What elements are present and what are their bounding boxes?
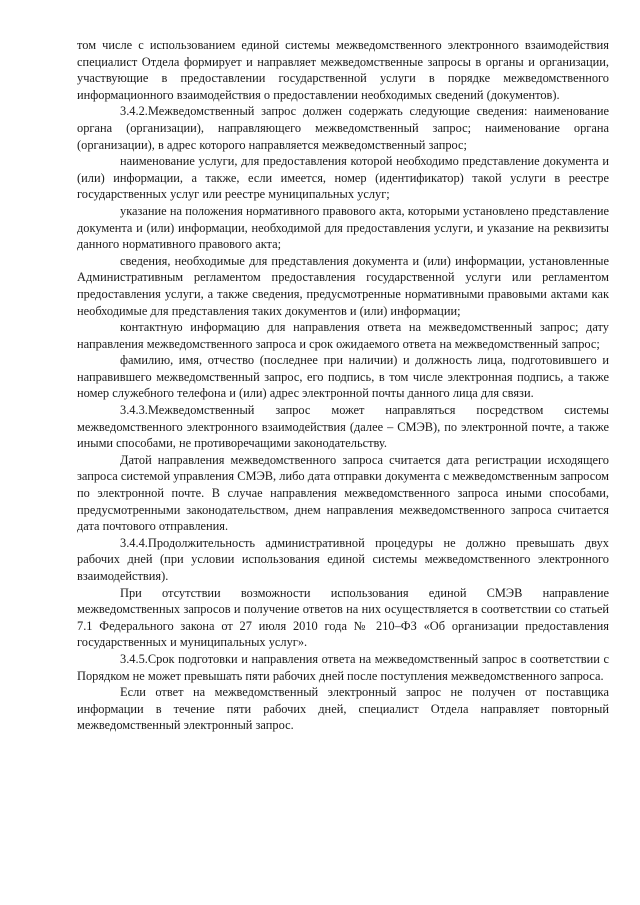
document-page: [77, 37, 609, 734]
paragraph-0: том числе с использованием единой системы межведомственного электронного взаимодействия специалист Отдела формирует и направляет межведомственные запросы в органы и организации, участвующие в предоставлении государственной услуги в порядке межведомственного информационного взаимодействия о предоставлении необходимых сведений (документов).: [77, 38, 609, 102]
paragraph-3: указание на положения нормативного правового акта, которыми установлено представление документа и (или) информации, необходимой для предоставления услуги, и указание на реквизиты данного нормативного правового акта;: [77, 203, 609, 252]
paragraph-10: При отсутствии возможности использования единой СМЭВ направление межведомственных запросов и получение ответов на них осуществляется в соответствии со статьей 7.1 Федерального закона от 27 июля 2010 года № 210–ФЗ «Об организации предоставления государственных и муниципальных услуг».: [77, 585, 609, 650]
paragraph-8: Датой направления межведомственного запроса считается дата регистрации исходящего запроса системой управления СМЭВ, либо дата отправки документа с межведомственным запросом по электронной почте. В случае направления межведомственного запроса иными способами, предусмотренными законодательством, днем направления межведомственного запроса считается дата почтового отправления.: [77, 452, 609, 534]
paragraph-5: контактную информацию для направления ответа на межведомственный запрос; дату направления межведомственного запроса и срок ожидаемого ответа на межведомственный запрос;: [77, 320, 609, 351]
paragraph-11: 3.4.5.Срок подготовки и направления ответа на межведомственный запрос в соответствии с Порядком не может превышать пяти рабочих дней после поступления межведомственного запроса.: [77, 651, 609, 683]
paragraph-12: Если ответ на межведомственный электронный запрос не получен от поставщика информации в течение пяти рабочих дней, специалист Отдела направляет повторный межведомственный электронный запрос.: [77, 685, 609, 733]
paragraph-6: фамилию, имя, отчество (последнее при наличии) и должность лица, подготовившего и направившего межведомственный запрос, его подпись, в том числе электронная подпись, а также номер служебного телефона и (или) адрес электронной почты данного лица для связи.: [77, 353, 609, 401]
paragraph-2: наименование услуги, для предоставления которой необходимо представление документа и (или) информации, а также, если имеется, номер (идентификатор) такой услуги в реестре государственных услуг или реестре муниципальных услуг;: [77, 154, 609, 202]
paragraph-9: 3.4.4.Продолжительность административной процедуры не должно превышать двух рабочих дней (при условии использования единой системы межведомственного электронного взаимодействия).: [77, 535, 609, 583]
paragraph-7: 3.4.3.Межведомственный запрос может направляться посредством системы межведомственного электронного взаимодействия (далее – СМЭВ), по электронной почте, а также иными способами, не противоречащими законодательству.: [77, 403, 609, 451]
paragraph-1: 3.4.2.Межведомственный запрос должен содержать следующие сведения: наименование органа (организации), направляющего межведомственный запрос; наименование органа (организации), в адрес которого направляется межведомственный запрос;: [77, 104, 609, 152]
paragraph-4: сведения, необходимые для представления документа и (или) информации, установленные Административным регламентом предоставления государственной услуги или регламентом предоставления услуги, а также сведения, предусмотренные нормативными правовыми актами как необходимые для представления таких документов и (или) информации;: [77, 253, 609, 318]
